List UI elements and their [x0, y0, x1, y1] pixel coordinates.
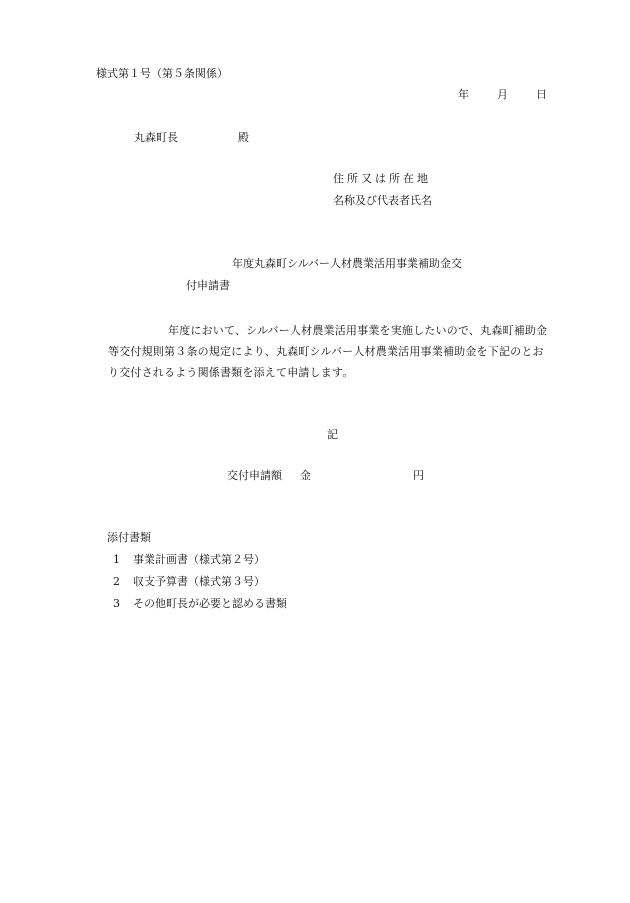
- attachment-text: その他町長が必要と認める書類: [133, 597, 287, 610]
- attachment-number: 1: [113, 553, 120, 566]
- attachment-number: 2: [113, 575, 120, 588]
- attachment-item: [113, 597, 287, 619]
- document-title-line1: 年度丸森町シルバー人材農業活用事業補助金交: [232, 257, 462, 270]
- addressee-honorific: 殿: [238, 131, 249, 144]
- document-title-line2: 付申請書: [186, 279, 230, 292]
- date-day: 日: [536, 88, 547, 101]
- amount-kin: 金: [300, 469, 311, 482]
- amount-yen: 円: [413, 469, 424, 482]
- date-year: 年: [458, 88, 469, 101]
- attachment-number: 3: [113, 597, 120, 610]
- addressee-name: 丸森町長: [134, 131, 178, 144]
- attachment-text: 事業計画書（様式第２号）: [133, 553, 265, 566]
- attachments-title: 添付書類: [107, 531, 151, 544]
- amount-label: 交付申請額: [227, 469, 282, 482]
- ki-heading: 記: [327, 428, 338, 441]
- form-number: 様式第１号（第５条関係）: [96, 67, 228, 80]
- applicant-address-label: 住所又は所在地: [333, 172, 431, 185]
- amount-line: [227, 469, 424, 482]
- attachments-list: [113, 553, 287, 619]
- attachment-item: [113, 553, 287, 575]
- applicant-name-label: 名称及び代表者氏名: [333, 194, 432, 207]
- date-fields: [458, 88, 547, 101]
- addressee: [134, 131, 249, 144]
- attachment-text: 収支予算書（様式第３号）: [133, 575, 265, 588]
- date-month: 月: [497, 88, 508, 101]
- body-text: 年度において、シルバー人材農業活用事業を実施したいので、丸森町補助金等交付規則第３条の規定により、丸森町シルバー人材農業活用事業補助金を下記のとおり交付されるよう関係書類を添えて申請します。: [108, 324, 548, 379]
- attachment-item: [113, 575, 287, 597]
